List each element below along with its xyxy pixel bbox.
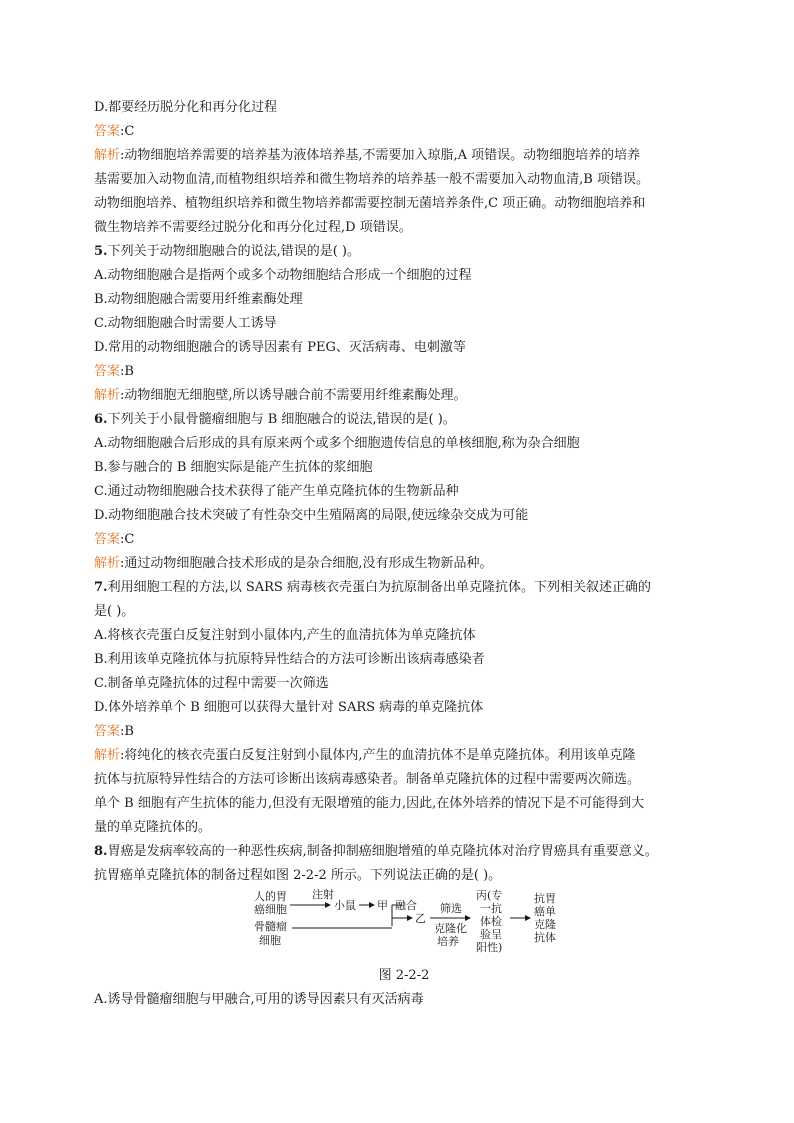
answer-label: 答案 <box>94 124 121 139</box>
text-line <box>94 216 714 240</box>
text-line <box>94 768 714 792</box>
text-line <box>94 552 714 576</box>
text-line <box>94 624 714 648</box>
text-line <box>94 264 714 288</box>
answer-label: 解析 <box>94 748 121 763</box>
clone-label-2: 培养 <box>437 935 459 948</box>
line-text: B.利用该单克隆抗体与抗原特异性结合的方法可诊断出该病毒感染者 <box>94 652 485 667</box>
text-line <box>94 432 714 456</box>
line-text: 下列关于动物细胞融合的说法,错误的是( )。 <box>107 244 360 259</box>
text-line <box>94 360 714 384</box>
flowchart-svg <box>94 888 714 964</box>
bing-label-3: 体检 <box>480 915 502 928</box>
bing-label-1: 丙(专 <box>476 889 503 902</box>
text-block <box>94 96 714 888</box>
text-line <box>94 312 714 336</box>
line-text: A.动物细胞融合是指两个或多个动物细胞结合形成一个细胞的过程 <box>94 268 472 283</box>
answer-label: 解析 <box>94 556 121 571</box>
line-text: 动物细胞培养、植物组织培养和微生物培养都需要控制无菌培养条件,C 项正确。动物细胞培养和 <box>94 196 646 211</box>
line-text: :B <box>120 724 134 739</box>
line-text: D.体外培养单个 B 细胞可以获得大量针对 SARS 病毒的单克隆抗体 <box>94 700 484 715</box>
text-line <box>94 648 714 672</box>
antibody-label-2: 癌单 <box>534 905 556 918</box>
text-line <box>94 988 714 1012</box>
antibody-label-3: 克隆 <box>534 918 556 931</box>
line-text: :C <box>120 532 135 547</box>
screen-label: 筛选 <box>440 902 462 915</box>
figure-caption: 图 2-2-2 <box>378 968 430 983</box>
text-line <box>94 336 714 360</box>
question-number: 7. <box>94 580 108 595</box>
inject-label: 注射 <box>312 888 334 901</box>
text-line <box>94 744 714 768</box>
line-text: A.诱导骨髓瘤细胞与甲融合,可用的诱导因素只有灭活病毒 <box>94 992 424 1007</box>
text-line <box>94 456 714 480</box>
line-text: 抗体与抗原特异性结合的方法可诊断出该病毒感染者。制备单克隆抗体的过程中需要两次筛选。 <box>94 772 641 787</box>
text-line <box>94 792 714 816</box>
line-text: :将纯化的核衣壳蛋白反复注射到小鼠体内,产生的血清抗体不是单克隆抗体。利用该单克隆 <box>120 748 636 763</box>
text-line <box>94 600 714 624</box>
line-text: :通过动物细胞融合技术形成的是杂合细胞,没有形成生物新品种。 <box>120 556 493 571</box>
line-text: C.制备单克隆抗体的过程中需要一次筛选 <box>94 676 329 691</box>
line-text: :C <box>120 124 135 139</box>
answer-label: 答案 <box>94 364 121 379</box>
document-page <box>94 96 714 1012</box>
line-text: 微生物培养不需要经过脱分化和再分化过程,D 项错误。 <box>94 220 412 235</box>
line-text: 下列关于小鼠骨髓瘤细胞与 B 细胞融合的说法,错误的是( )。 <box>107 412 456 427</box>
text-line <box>94 168 714 192</box>
answer-label: 解析 <box>94 148 121 163</box>
line-text: C.动物细胞融合时需要人工诱导 <box>94 316 277 331</box>
question-number: 5. <box>94 244 108 259</box>
myeloma-label-2: 细胞 <box>259 934 281 947</box>
text-line <box>94 696 714 720</box>
bing-label-5: 阳性) <box>476 941 503 954</box>
clone-label-1: 克隆化 <box>434 922 467 935</box>
text-line <box>94 144 714 168</box>
text-line <box>94 720 714 744</box>
answer-label: 答案 <box>94 532 121 547</box>
text-line <box>94 384 714 408</box>
text-block-after-figure <box>94 988 714 1012</box>
line-text: C.通过动物细胞融合技术获得了能产生单克隆抗体的生物新品种 <box>94 484 459 499</box>
yi-label: 乙 <box>415 912 426 925</box>
line-text: 基需要加入动物血清,而植物组织培养和微生物培养的培养基一般不需要加入动物血清,B 项错误。 <box>94 172 649 187</box>
line-text: 抗胃癌单克隆抗体的制备过程如图 2-2-2 所示。下列说法正确的是( )。 <box>94 868 502 883</box>
fuse-label: 融合 <box>395 899 417 912</box>
text-line <box>94 288 714 312</box>
line-text: 利用细胞工程的方法,以 SARS 病毒核衣壳蛋白为抗原制备出单克隆抗体。下列相关叙述正确的 <box>107 580 651 595</box>
line-text: :B <box>120 364 134 379</box>
line-text: B.参与融合的 B 细胞实际是能产生抗体的浆细胞 <box>94 460 373 475</box>
text-line <box>94 120 714 144</box>
line-text: A.动物细胞融合后形成的具有原来两个或多个细胞遗传信息的单核细胞,称为杂合细胞 <box>94 436 580 451</box>
jia-label: 甲 <box>377 899 388 912</box>
text-line <box>94 408 714 432</box>
line-text: 胃癌是发病率较高的一种恶性疾病,制备抑制癌细胞增殖的单克隆抗体对治疗胃癌具有重要意义。 <box>107 844 658 859</box>
bing-label-4: 验呈 <box>480 928 502 941</box>
human-cell-label-2: 癌细胞 <box>254 903 287 916</box>
myeloma-label-1: 骨髓瘤 <box>254 920 287 933</box>
text-line <box>94 864 714 888</box>
answer-label: 答案 <box>94 724 121 739</box>
text-line <box>94 96 714 120</box>
line-text: D.动物细胞融合技术突破了有性杂交中生殖隔离的局限,使远缘杂交成为可能 <box>94 508 529 523</box>
text-line <box>94 240 714 264</box>
text-line <box>94 504 714 528</box>
line-text: :动物细胞培养需要的培养基为液体培养基,不需要加入琼脂,A 项错误。动物细胞培养的培养 <box>120 148 641 163</box>
question-number: 6. <box>94 412 108 427</box>
figure-flowchart <box>94 888 714 964</box>
question-number: 8. <box>94 844 108 859</box>
text-line <box>94 840 714 864</box>
line-text: B.动物细胞融合需要用纤维素酶处理 <box>94 292 303 307</box>
text-line <box>94 192 714 216</box>
line-text: A.将核衣壳蛋白反复注射到小鼠体内,产生的血清抗体为单克隆抗体 <box>94 628 476 643</box>
antibody-label-4: 抗体 <box>534 931 556 944</box>
line-text: 是( )。 <box>94 604 135 619</box>
line-text: 单个 B 细胞有产生抗体的能力,但没有无限增殖的能力,因此,在体外培养的情况下是不可能得到大 <box>94 796 645 811</box>
answer-label: 解析 <box>94 388 121 403</box>
line-text: 量的单克隆抗体的。 <box>94 820 212 835</box>
text-line <box>94 528 714 552</box>
bing-label-2: 一抗 <box>480 902 502 915</box>
text-line <box>94 672 714 696</box>
text-line <box>94 576 714 600</box>
line-text: D.都要经历脱分化和再分化过程 <box>94 100 278 115</box>
mouse-label: 小鼠 <box>334 899 356 912</box>
line-text: :动物细胞无细胞壁,所以诱导融合前不需要用纤维素酶处理。 <box>120 388 467 403</box>
antibody-label-1: 抗胃 <box>534 892 556 905</box>
line-text: D.常用的动物细胞融合的诱导因素有 PEG、灭活病毒、电刺激等 <box>94 340 466 355</box>
text-line <box>94 816 714 840</box>
human-cell-label-1: 人的胃 <box>254 890 287 903</box>
text-line <box>94 480 714 504</box>
